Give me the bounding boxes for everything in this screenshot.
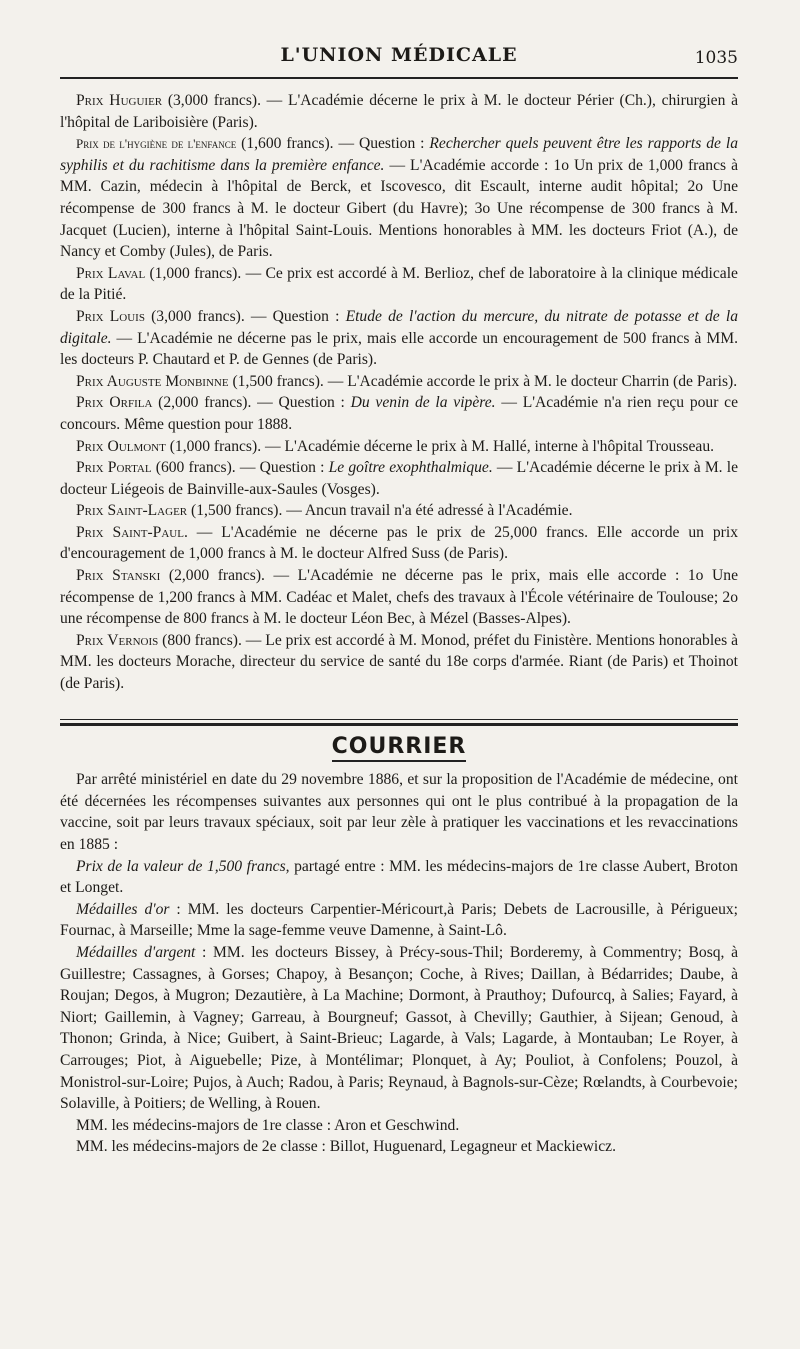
- section-divider: [60, 719, 738, 720]
- prize-paragraph: [60, 306, 738, 371]
- prize-question: Rechercher quels peuvent être les rapports de la syphilis et du rachitisme dans la première enfance.: [60, 135, 738, 174]
- prize-paragraph: [60, 90, 738, 133]
- prize-name: Prix Portal: [76, 459, 152, 477]
- prize-name: Prix Vernois: [76, 631, 159, 649]
- prize-text: (800 francs). — Le prix est accordé à M. Monod, préfet du Finistère. Mentions honorables à MM. les docteurs Morache, directeur du service de santé du 18e corps d'armée. Riant (de Paris) et Thoinot (de Paris).: [60, 631, 738, 693]
- prize-text: (3,000 francs). — L'Académie décerne le prix à M. le docteur Périer (Ch.), chirurgien à l'hôpital de Lariboisière (Paris).: [60, 92, 738, 131]
- page-header: [60, 44, 738, 74]
- prize-name: Prix Stanski: [76, 567, 161, 585]
- courrier-line: MM. les médecins-majors de 2e classe : Billot, Huguenard, Legagneur et Mackiewicz.: [76, 1138, 616, 1156]
- award-text: : MM. les docteurs Carpentier-Méricourt,à Paris; Debets de Lacrousille, à Périgueux; Fournac, à Marseille; Mme la sage-femme veuve Damenne, à Saint-Lô.: [60, 900, 738, 940]
- header-rule: [60, 77, 738, 79]
- prize-text: (1,500 francs). — L'Académie accorde le prix à M. le docteur Charrin (de Paris).: [228, 372, 738, 390]
- prize-text: — L'Académie accorde : 1o Un prix de 1,000 francs à MM. Cazin, médecin à l'hôpital de Berck, et Iscovesco, dit Escault, interne audit hôpital; 2o Une récompense de 300 francs à M. le docteur Gibert (du Havre); 3o Une récompense de 300 francs à M. Jacquet (Lucien), interne à l'hôpital Saint-Louis. Mentions honorables à MM. les docteurs Friot (A.), de Nancy et Comby (Jules), de Paris.: [60, 156, 738, 261]
- prize-paragraph: [60, 371, 738, 393]
- prize-paragraph: [60, 392, 738, 435]
- prize-text: . — L'Académie ne décerne pas le prix de 25,000 francs. Elle accorde un prix d'encouragement de 1,000 francs à M. le docteur Alfred Suss (de Paris).: [60, 523, 738, 563]
- prize-text: (3,000 francs). — Question :: [144, 307, 346, 325]
- award-category: Médailles d'or: [76, 900, 170, 918]
- prize-paragraph: [60, 133, 738, 263]
- courrier-paragraph: [60, 942, 738, 1115]
- section-title: [60, 733, 738, 759]
- courrier-paragraph: [60, 856, 738, 899]
- prize-paragraph: [60, 263, 738, 306]
- prize-name: Prix Louis: [76, 307, 145, 325]
- award-text: : MM. les docteurs Bissey, à Précy-sous-Thil; Borderemy, à Commentry; Bosq, à Guillestre; Cassagnes, à Gorses; Chapoy, à Besançon; Coche, à Rives; Daillan, à Bédarrides; Daube, à Roujan; Degos, à Mugron; Dezautière, à La Machine; Dormont, à Prauthoy; Dufourcq, à Salies; Fayard, à Niort; Gaillemin, à Vagney; Garreau, à Bourgneuf; Gassot, à Chevilly; Gauthier, à Sijean; Genoud, à Thonon; Grinda, à Nice; Guibert, à Saint-Brieuc; Lagarde, à Vals; Lagarde, à Montauban; Le Royer, à Carrouges; Piot, à Aiguebelle; Pize, à Montélimar; Plonquet, à Ay; Pouliot, à Confolens; Pouzol, à Monistrol-sur-Loire; Pujos, à Auch; Radou, à Paris; Reynaud, à Bagnols-sur-Cèze; Rœlandts, à Courbevoie; Solaville, à Poitiers; de Welling, à Rouen.: [60, 943, 738, 1113]
- prize-paragraph: [60, 457, 738, 500]
- prize-name: Prix Saint-Paul: [76, 523, 184, 541]
- courrier-intro: Par arrêté ministériel en date du 29 novembre 1886, et sur la proposition de l'Académie de médecine, ont été décernées les récompenses suivantes aux personnes qui ont le plus contribué à la propagation de la vaccine, soit par leurs travaux spéciaux, soit par leur zèle à pratiquer les vaccinations et les revaccinations en 1885 :: [60, 771, 738, 853]
- section-title-text: COURRIER: [332, 734, 467, 762]
- prize-name: Prix Laval: [76, 264, 146, 282]
- prize-paragraph: [60, 500, 738, 522]
- prize-question: Etude de l'action du mercure, du nitrate de potasse et de la digitale.: [60, 307, 738, 347]
- prize-paragraph: [60, 522, 738, 565]
- prize-paragraph: [60, 436, 738, 458]
- prize-text: (1,000 francs). — L'Académie décerne le prix à M. Hallé, interne à l'hôpital Trousseau.: [165, 437, 715, 455]
- courrier-line: MM. les médecins-majors de 1re classe : Aron et Geschwind.: [76, 1116, 460, 1134]
- prize-name: Prix de l'hygiène de l'enfance: [76, 136, 237, 152]
- prize-name: Prix Huguier: [76, 92, 163, 109]
- prize-text: — L'Académie ne décerne pas le prix, mais elle accorde un encouragement de 500 francs à MM. les docteurs P. Chautard et P. de Gennes (de Paris).: [60, 329, 738, 369]
- prize-question: Le goître exophthalmique.: [328, 459, 493, 477]
- award-category: Prix de la valeur de 1,500 francs,: [76, 857, 290, 875]
- prize-name: Prix Orfila: [76, 394, 153, 412]
- prize-paragraph: [60, 630, 738, 695]
- section-divider: [60, 723, 738, 726]
- prize-paragraph: [60, 565, 738, 630]
- prize-question: Du venin de la vipère.: [350, 394, 496, 412]
- running-title: L'UNION MÉDICALE: [280, 44, 518, 66]
- courrier-paragraph: [60, 899, 738, 942]
- prize-text: (600 francs). — Question :: [151, 459, 329, 477]
- prize-name: Prix Auguste Monbinne: [76, 372, 229, 390]
- article-body: [60, 90, 738, 1158]
- prize-name: Prix Saint-Lager: [76, 502, 188, 520]
- prize-name: Prix Oulmont: [76, 437, 166, 455]
- award-text: partagé entre : MM. les médecins-majors de 1re classe Aubert, Broton et Longet.: [60, 857, 738, 897]
- prize-text: — L'Académie n'a rien reçu pour ce concours. Même question pour 1888.: [60, 394, 739, 433]
- prize-text: (1,600 francs). — Question :: [236, 135, 430, 153]
- prize-text: (1,000 francs). — Ce prix est accordé à M. Berlioz, chef de laboratoire à la clinique médicale de la Pitié.: [60, 264, 738, 304]
- prize-text: (1,500 francs). — Ancun travail n'a été adressé à l'Académie.: [187, 502, 573, 520]
- prize-text: (2,000 francs). — Question :: [152, 394, 351, 412]
- prize-text: (2,000 francs). — L'Académie ne décerne pas le prix, mais elle accorde : 1o Une récompense de 1,200 francs à MM. Cadéac et Malet, chefs des travaux à l'École vétérinaire de Toulouse; 2o une récompense de 800 francs à M. le docteur Léon Bec, à Mézel (Basses-Alpes).: [60, 567, 738, 628]
- award-category: Médailles d'argent: [76, 943, 196, 961]
- page-number: 1035: [694, 48, 738, 68]
- prize-text: — L'Académie décerne le prix à M. le docteur Liégeois de Bainville-aux-Saules (Vosges).: [60, 459, 739, 498]
